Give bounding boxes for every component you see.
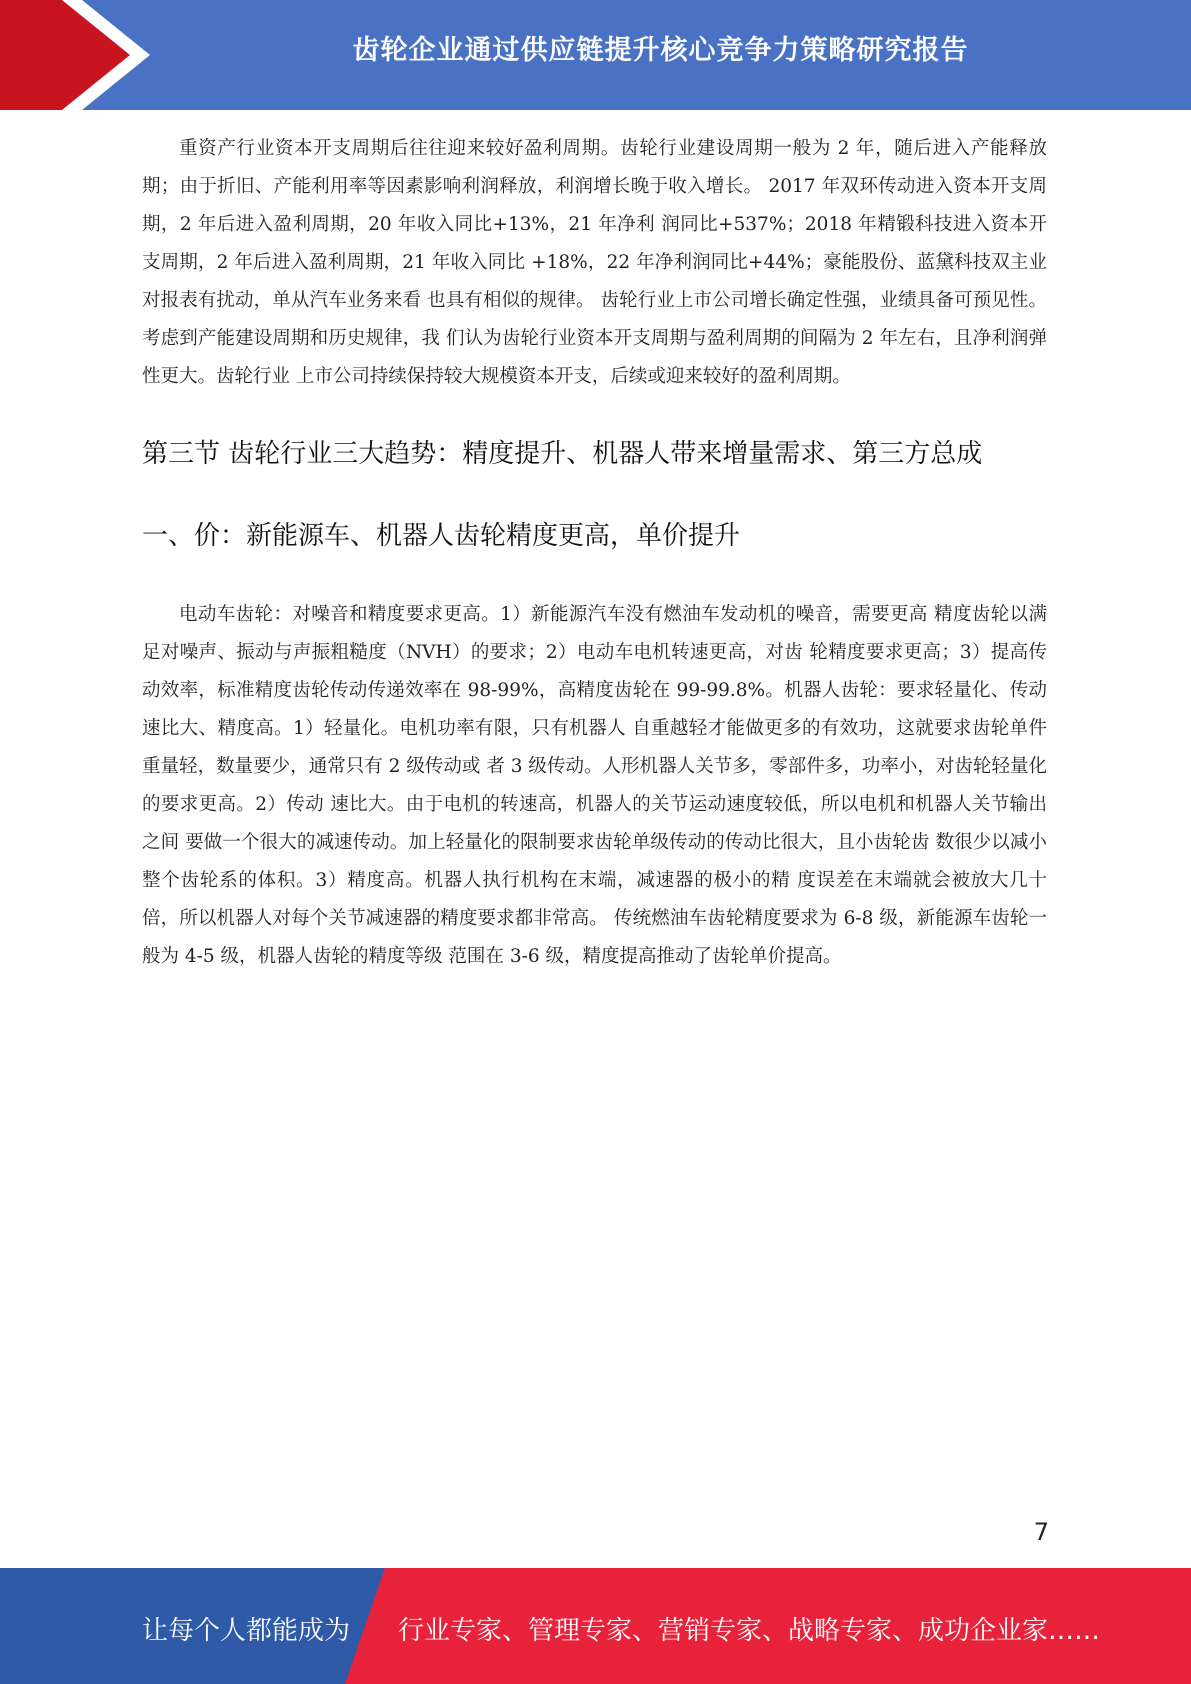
page-content [142, 130, 1047, 976]
header-red-chevron [0, 0, 130, 110]
header-title: 齿轮企业通过供应链提升核心竞争力策略研究报告 [352, 35, 969, 66]
page-header [0, 0, 1191, 110]
page-footer [0, 1568, 1191, 1684]
page-number: 7 [1033, 1518, 1049, 1546]
body-paragraph-2: 电动车齿轮：对噪音和精度要求更高。1）新能源汽车没有燃油车发动机的噪音，需要更高 精度齿轮以满足对噪声、振动与声振粗糙度（NVH）的要求；2）电动车电机转速更高，对齿 轮精度要求更高；3）提高传动效率，标准精度齿轮传动传递效率在 98-99%，高精度齿轮在 99-99.8%。机器人齿轮：要求轻量化、传动速比大、精度高。1）轻量化。电机功率有限，只有机器人 自重越轻才能做更多的有效功，这就要求齿轮单件重量轻，数量要少，通常只有 2 级传动或 者 3 级传动。人形机器人关节多，零部件多，功率小，对齿轮轻量化的要求更高。2）传动 速比大。由于电机的转速高，机器人的关节运动速度较低，所以电机和机器人关节输出之间 要做一个很大的减速传动。加上轻量化的限制要求齿轮单级传动的传动比很大，且小齿轮齿 数很少以减小整个齿轮系的体积。3）精度高。机器人执行机构在末端，减速器的极小的精 度误差在末端就会被放大几十倍，所以机器人对每个关节减速器的精度要求都非常高。 传统燃油车齿轮精度要求为 6-8 级，新能源车齿轮一般为 4-5 级，机器人齿轮的精度等级 范围在 3-6 级，精度提高推动了齿轮单价提高。 [142, 604, 1047, 967]
footer-slogan-left: 让每个人都能成为 [142, 1616, 351, 1646]
footer-slogan-right: 行业专家、管理专家、营销专家、战略专家、成功企业家…… [398, 1616, 1101, 1646]
section-heading: 第三节 齿轮行业三大趋势：精度提升、机器人带来增量需求、第三方总成 [142, 439, 983, 469]
body-paragraph-1: 重资产行业资本开支周期后往往迎来较好盈利周期。齿轮行业建设周期一般为 2 年，随后进入产能释放期；由于折旧、产能利用率等因素影响利润释放，利润增长晚于收入增长。 2017 年双环传动进入资本开支周期，2 年后进入盈利周期，20 年收入同比+13%，21 年净利 润同比+537%；2018 年精锻科技进入资本开支周期，2 年后进入盈利周期，21 年收入同比 +18%，22 年净利润同比+44%；豪能股份、蓝黛科技双主业对报表有扰动，单从汽车业务来看 也具有相似的规律。 齿轮行业上市公司增长确定性强，业绩具备可预见性。考虑到产能建设周期和历史规律，我 们认为齿轮行业资本开支周期与盈利周期的间隔为 2 年左右，且净利润弹性更大。齿轮行业 上市公司持续保持较大规模资本开支，后续或迎来较好的盈利周期。 [142, 138, 1047, 387]
sub-heading: 一、价：新能源车、机器人齿轮精度更高，单价提升 [142, 521, 741, 551]
